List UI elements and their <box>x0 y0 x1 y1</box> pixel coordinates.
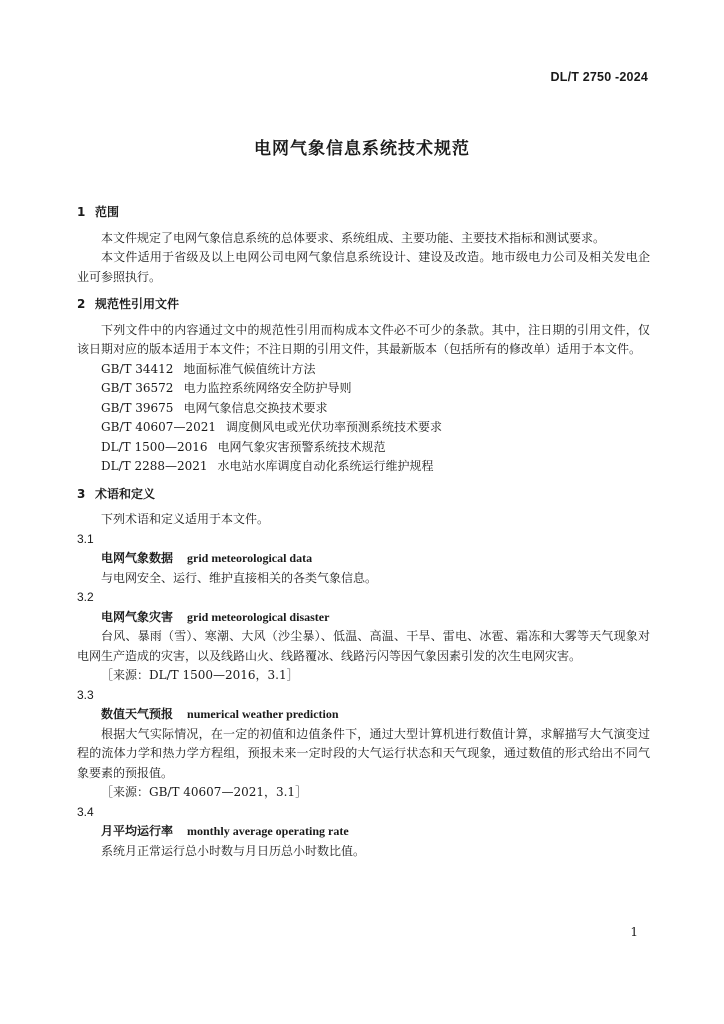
reference-item <box>77 457 650 477</box>
term-source: ［来源：DL/T 1500—2016，3.1］ <box>101 668 299 682</box>
reference-item <box>77 360 650 380</box>
section-number: 3 <box>77 486 86 501</box>
section-3-heading <box>77 485 650 505</box>
reference-item <box>77 438 650 458</box>
term-name-cn: 电网气象灾害 <box>101 609 174 624</box>
term-number: 3.3 <box>77 687 94 702</box>
term-number: 3.4 <box>77 804 94 819</box>
term-name <box>77 705 650 725</box>
term-name <box>77 608 650 628</box>
reference-code: GB/T 34412 <box>101 361 174 376</box>
section-number: 2 <box>77 297 86 311</box>
reference-code: GB/T 39675 <box>101 400 174 415</box>
section-number: 1 <box>77 205 86 219</box>
reference-title: 电网气象信息交换技术要求 <box>183 400 328 415</box>
term-number: 3.2 <box>77 590 94 604</box>
section-title: 规范性引用文件 <box>95 297 180 311</box>
page-number: 1 <box>630 925 638 939</box>
term-name-cn: 电网气象数据 <box>101 551 174 565</box>
term-name-en: grid meteorological data <box>187 551 313 565</box>
section-title: 术语和定义 <box>95 486 156 501</box>
term-definition: 与电网安全、运行、维护直接相关的各类气象信息。 <box>101 570 378 585</box>
term-definition: 台风、暴雨（雪）、寒潮、大风（沙尘暴）、低温、高温、干旱、雷电、冰雹、霜冻和大雾等天气现象对电网生产造成的灾害，以及线路山火、线路覆冰、线路污闪等因气象因素引发的次生电网灾害。 <box>77 629 650 663</box>
reference-code: GB/T 40607—2021 <box>101 420 216 434</box>
section-title: 范围 <box>95 205 120 219</box>
reference-title: 电力监控系统网络安全防护导则 <box>183 381 352 395</box>
term-name-cn: 数值天气预报 <box>101 707 174 721</box>
term-name-en: monthly average operating rate <box>187 824 349 838</box>
document-body <box>77 203 650 861</box>
reference-code: DL/T 2288—2021 <box>101 459 208 473</box>
term-definition: 根据大气实际情况，在一定的初值和边值条件下，通过大型计算机进行数值计算，求解描写大气演变过程的流体力学和热力学方程组，预报未来一定时段的大气运行状态和天气现象，通过数值的形式给出不同气象要素的预报值。 <box>77 726 650 780</box>
section-1-heading <box>77 203 650 223</box>
reference-item <box>77 379 650 399</box>
term-definition: 系统月正常运行总小时数与月日历总小时数比值。 <box>101 843 366 858</box>
reference-code: DL/T 1500—2016 <box>101 439 208 454</box>
section-2-intro: 下列文件中的内容通过文中的规范性引用而构成本文件必不可少的条款。其中，注日期的引用文件，仅该日期对应的版本适用于本文件；不注日期的引用文件，其最新版本（包括所有的修改单）适用于本文件。 <box>77 322 650 356</box>
reference-title: 地面标准气候值统计方法 <box>183 361 316 376</box>
reference-title: 电网气象灾害预警系统技术规范 <box>217 439 386 454</box>
term-name-cn: 月平均运行率 <box>101 824 174 838</box>
reference-code: GB/T 36572 <box>101 381 174 395</box>
term-name-en: grid meteorological disaster <box>187 609 330 624</box>
term-source: ［来源：GB/T 40607—2021，3.1］ <box>101 785 308 799</box>
term-number: 3.1 <box>77 531 94 546</box>
term-name <box>77 822 650 842</box>
section-3-intro: 下列术语和定义适用于本文件。 <box>101 512 270 526</box>
section-1-paragraph: 本文件规定了电网气象信息系统的总体要求、系统组成、主要功能、主要技术指标和测试要求。 <box>101 230 606 245</box>
reference-item <box>77 399 650 419</box>
reference-title: 调度侧风电或光伏功率预测系统技术要求 <box>225 420 442 434</box>
document-title: 电网气象信息系统技术规范 <box>254 139 470 159</box>
reference-item <box>77 418 650 438</box>
term-name <box>77 549 650 569</box>
document-code: DL/T 2750 -2024 <box>550 70 648 84</box>
section-1-paragraph: 本文件适用于省级及以上电网公司电网气象信息系统设计、建设及改造。地市级电力公司及相关发电企业可参照执行。 <box>77 250 650 284</box>
section-2-heading <box>77 295 650 315</box>
term-name-en: numerical weather prediction <box>187 707 339 721</box>
reference-title: 水电站水库调度自动化系统运行维护规程 <box>217 459 434 473</box>
